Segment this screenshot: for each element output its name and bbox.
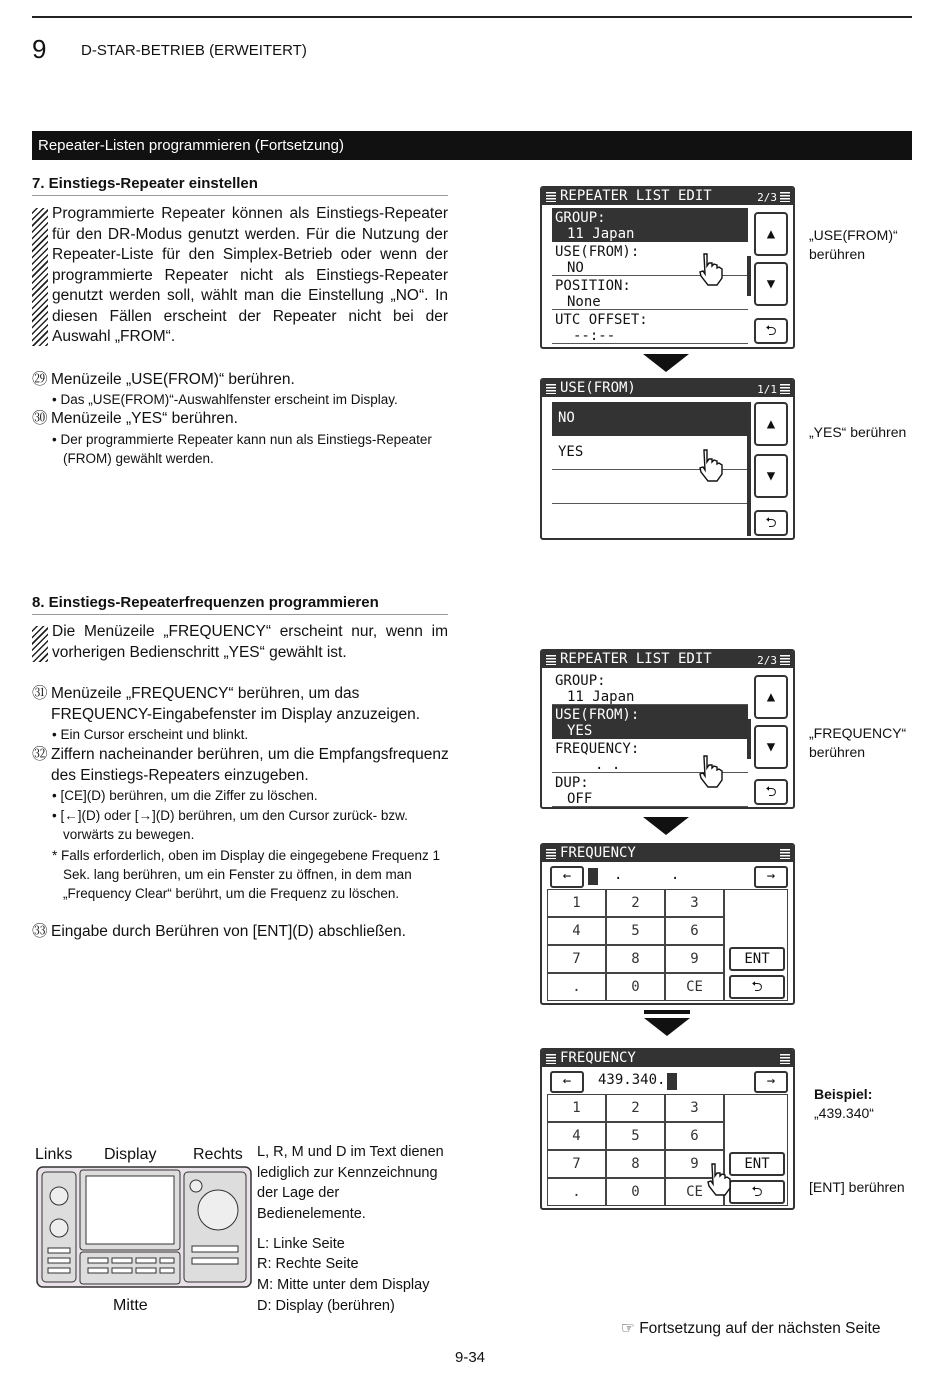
top-rule — [32, 16, 912, 18]
menu-icon — [780, 655, 790, 665]
section-bar: Repeater-Listen programmieren (Fortsetzung) — [32, 131, 912, 160]
page-number: 9-34 — [455, 1349, 486, 1366]
step-number: ㉙ — [32, 371, 48, 388]
continue-note: ☞ Fortsetzung auf der nächsten Seite — [621, 1320, 881, 1337]
step-30 — [32, 409, 450, 430]
lcd-page: 2/3 — [757, 191, 777, 204]
label-links: Links — [35, 1146, 73, 1163]
lcd-repeater-list-edit-2 — [540, 649, 795, 809]
section8-heading: 8. Einstiegs-Repeaterfrequenzen programmieren — [32, 594, 448, 615]
step-number: ㉚ — [32, 410, 48, 427]
key-ce[interactable]: CE — [665, 973, 724, 1001]
step-text: Eingabe durch Berühren von [ENT](D) abschließen. — [51, 923, 406, 940]
lcd-repeater-list-edit-1 — [540, 186, 795, 349]
step-31-sub: • Ein Cursor erscheint und blinkt. — [52, 727, 249, 742]
section7-note — [32, 204, 448, 350]
step-text: Ziffern nacheinander berühren, um die Empfangsfrequenz des Einstiegs-Repeaters einzugeben. — [51, 746, 449, 784]
lcd-title-bar — [542, 188, 793, 205]
key-8[interactable]: 8 — [606, 1150, 665, 1178]
touch-hand-icon — [706, 1162, 732, 1196]
note-hatch-icon — [32, 208, 48, 346]
key-5[interactable]: 5 — [606, 917, 665, 945]
lcd-title-bar — [542, 380, 793, 397]
key-5[interactable]: 5 — [606, 1122, 665, 1150]
caption-use-from: „USE(FROM)“ berühren — [809, 227, 898, 262]
menu-icon — [780, 384, 790, 394]
label-rechts: Rechts — [193, 1146, 243, 1163]
caption-example-value: „439.340“ — [814, 1105, 874, 1121]
step-29 — [32, 370, 450, 391]
cursor-left-button[interactable]: ← — [550, 866, 584, 888]
legend-l: L: Linke Seite — [257, 1236, 345, 1252]
note-text: Die Menüzeile „FREQUENCY“ erscheint nur, wenn im vorherigen Bedienschritt „YES“ gewählt ist. — [52, 623, 448, 661]
lcd-title-bar — [542, 1050, 793, 1067]
step-32-sub2: • [←](D) oder [→](D) berühren, um den Cursor zurück- bzw. vorwärts zu bewegen. — [52, 808, 408, 842]
touch-hand-icon — [698, 754, 724, 788]
back-button[interactable]: ⮌ — [754, 779, 788, 805]
double-arrow-bar — [644, 1010, 690, 1014]
key-ce[interactable]: CE — [665, 1178, 724, 1206]
chapter-title: D-STAR-BETRIEB (ERWEITERT) — [81, 42, 307, 59]
option-yes[interactable]: YES — [552, 436, 748, 470]
step-text: Menüzeile „FREQUENCY“ berühren, um das FREQUENCY-Eingabefenster im Display anzuzeigen. — [51, 685, 421, 723]
lcd-title: FREQUENCY — [560, 845, 636, 861]
row-position[interactable]: POSITION: None — [552, 276, 748, 310]
key-9[interactable]: 9 — [665, 945, 724, 973]
key-dot[interactable]: . — [547, 973, 606, 1001]
row-dup[interactable]: DUP: OFF — [552, 773, 748, 807]
cursor-right-button[interactable]: → — [754, 866, 788, 888]
row-frequency[interactable]: FREQUENCY: . . — [552, 739, 748, 773]
lcd-page: 1/1 — [757, 383, 777, 396]
row-use-from[interactable]: USE(FROM): YES — [552, 705, 748, 739]
key-6[interactable]: 6 — [665, 917, 724, 945]
key-3[interactable]: 3 — [665, 1094, 724, 1122]
key-3[interactable]: 3 — [665, 889, 724, 917]
down-arrow-button[interactable]: ▼ — [754, 454, 788, 498]
step-text: Menüzeile „YES“ berühren. — [51, 410, 238, 427]
touch-hand-icon — [698, 252, 724, 286]
row-group[interactable]: GROUP: 11 Japan — [552, 671, 748, 705]
menu-icon — [546, 1054, 556, 1064]
row-use-from[interactable]: USE(FROM): NO — [552, 242, 748, 276]
label-mitte: Mitte — [113, 1297, 148, 1314]
lcd-use-from — [540, 378, 795, 540]
step-32-sub3: * Falls erforderlich, oben im Display die eingegebene Frequenz 1 Sek. lang berühren, um ein Fenster zu öffnen, in dem man „Frequency Clear“ berührt, um die Frequenz zu löschen. — [52, 848, 440, 901]
key-1[interactable]: 1 — [547, 889, 606, 917]
row-group[interactable]: GROUP: 11 Japan — [552, 208, 748, 242]
down-arrow-button[interactable]: ▼ — [754, 262, 788, 306]
back-button[interactable]: ⮌ — [729, 1180, 785, 1204]
up-arrow-button[interactable]: ▲ — [754, 402, 788, 446]
section7-heading: 7. Einstiegs-Repeater einstellen — [32, 175, 448, 196]
key-2[interactable]: 2 — [606, 1094, 665, 1122]
step-31 — [32, 684, 450, 725]
key-1[interactable]: 1 — [547, 1094, 606, 1122]
key-7[interactable]: 7 — [547, 945, 606, 973]
down-arrow-indicator-icon — [644, 1018, 690, 1036]
lcd-title: USE(FROM) — [560, 380, 636, 396]
step-number: ㉜ — [32, 746, 48, 763]
option-no[interactable]: NO — [552, 402, 748, 436]
menu-icon — [780, 192, 790, 202]
lcd-frequency-empty — [540, 843, 795, 1005]
step-32-sub1: • [CE](D) berühren, um die Ziffer zu löschen. — [52, 788, 318, 803]
note-hatch-icon — [32, 626, 48, 662]
key-2[interactable]: 2 — [606, 889, 665, 917]
scrollbar[interactable] — [747, 719, 751, 759]
lcd-frequency-entered — [540, 1048, 795, 1210]
key-4[interactable]: 4 — [547, 917, 606, 945]
note-text: Programmierte Repeater können als Einstiegs-Repeater für den DR-Modus genutzt werden. Für die Nutzung der Repeater-Liste für den Simplex-Betrieb oder wenn der programmierte Repeater nicht als Einstiegs-Repeater genutzt werden soll, wählt man die Einstellung „NO“. In diesen Fällen erscheint der Repeater nicht bei der Auswahl „FROM“. — [52, 205, 448, 345]
legend-d: D: Display (berühren) — [257, 1298, 395, 1314]
down-arrow-indicator-icon — [643, 817, 689, 835]
key-0[interactable]: 0 — [606, 973, 665, 1001]
cursor — [588, 868, 598, 885]
cursor — [667, 1073, 677, 1090]
step-33 — [32, 922, 450, 943]
section8-note — [32, 622, 448, 666]
step-32 — [32, 745, 450, 786]
key-0[interactable]: 0 — [606, 1178, 665, 1206]
up-arrow-button[interactable]: ▲ — [754, 212, 788, 256]
back-button[interactable]: ⮌ — [729, 975, 785, 999]
ent-button[interactable]: ENT — [729, 1152, 785, 1176]
cursor-left-button[interactable]: ← — [550, 1071, 584, 1093]
caption-ent: [ENT] berühren — [809, 1179, 905, 1195]
frequency-value[interactable]: 439.340. — [598, 1072, 666, 1088]
menu-icon — [546, 655, 556, 665]
legend-intro: L, R, M und D im Text dienen lediglich zur Kennzeichnung der Lage der Bedienelemente. — [257, 1144, 444, 1222]
down-arrow-button[interactable]: ▼ — [754, 725, 788, 769]
lcd-title: FREQUENCY — [560, 1050, 636, 1066]
radio-diagram-icon — [36, 1166, 252, 1294]
touch-hand-icon — [698, 448, 724, 482]
chapter-number: 9 — [32, 34, 47, 64]
lcd-title: REPEATER LIST EDIT — [560, 651, 712, 667]
menu-icon — [780, 1054, 790, 1064]
step-number: ㉛ — [32, 685, 48, 702]
legend-r: R: Rechte Seite — [257, 1256, 359, 1272]
ent-button[interactable]: ENT — [729, 947, 785, 971]
lcd-title-bar — [542, 845, 793, 862]
lcd-page: 2/3 — [757, 654, 777, 667]
step-text: Menüzeile „USE(FROM)“ berühren. — [51, 371, 295, 388]
menu-icon — [546, 384, 556, 394]
legend-m: M: Mitte unter dem Display — [257, 1277, 430, 1293]
scrollbar[interactable] — [747, 256, 751, 296]
caption-frequency: „FREQUENCY“ berühren — [809, 725, 907, 760]
cursor-right-button[interactable]: → — [754, 1071, 788, 1093]
caption-example-label: Beispiel: — [814, 1086, 873, 1102]
up-arrow-button[interactable]: ▲ — [754, 675, 788, 719]
step-29-sub: • Das „USE(FROM)“-Auswahlfenster erscheint im Display. — [52, 392, 398, 407]
key-4[interactable]: 4 — [547, 1122, 606, 1150]
row-utc-offset[interactable]: UTC OFFSET: --:-- — [552, 310, 748, 344]
back-button[interactable]: ⮌ — [754, 510, 788, 536]
menu-icon — [546, 192, 556, 202]
menu-icon — [546, 849, 556, 859]
down-arrow-indicator-icon — [643, 354, 689, 372]
lcd-title: REPEATER LIST EDIT — [560, 188, 712, 204]
key-8[interactable]: 8 — [606, 945, 665, 973]
caption-yes: „YES“ berühren — [809, 424, 907, 440]
scrollbar[interactable] — [747, 402, 751, 536]
frequency-value[interactable]: . . — [614, 867, 700, 883]
menu-icon — [780, 849, 790, 859]
key-dot[interactable]: . — [547, 1178, 606, 1206]
key-9[interactable]: 9 — [665, 1150, 724, 1178]
back-button[interactable]: ⮌ — [754, 318, 788, 344]
label-display: Display — [104, 1146, 157, 1163]
step-30-sub: • Der programmierte Repeater kann nun als Einstiegs-Repeater (FROM) gewählt werden. — [52, 432, 432, 466]
key-6[interactable]: 6 — [665, 1122, 724, 1150]
lcd-title-bar — [542, 651, 793, 668]
step-number: ㉝ — [32, 923, 48, 940]
key-7[interactable]: 7 — [547, 1150, 606, 1178]
